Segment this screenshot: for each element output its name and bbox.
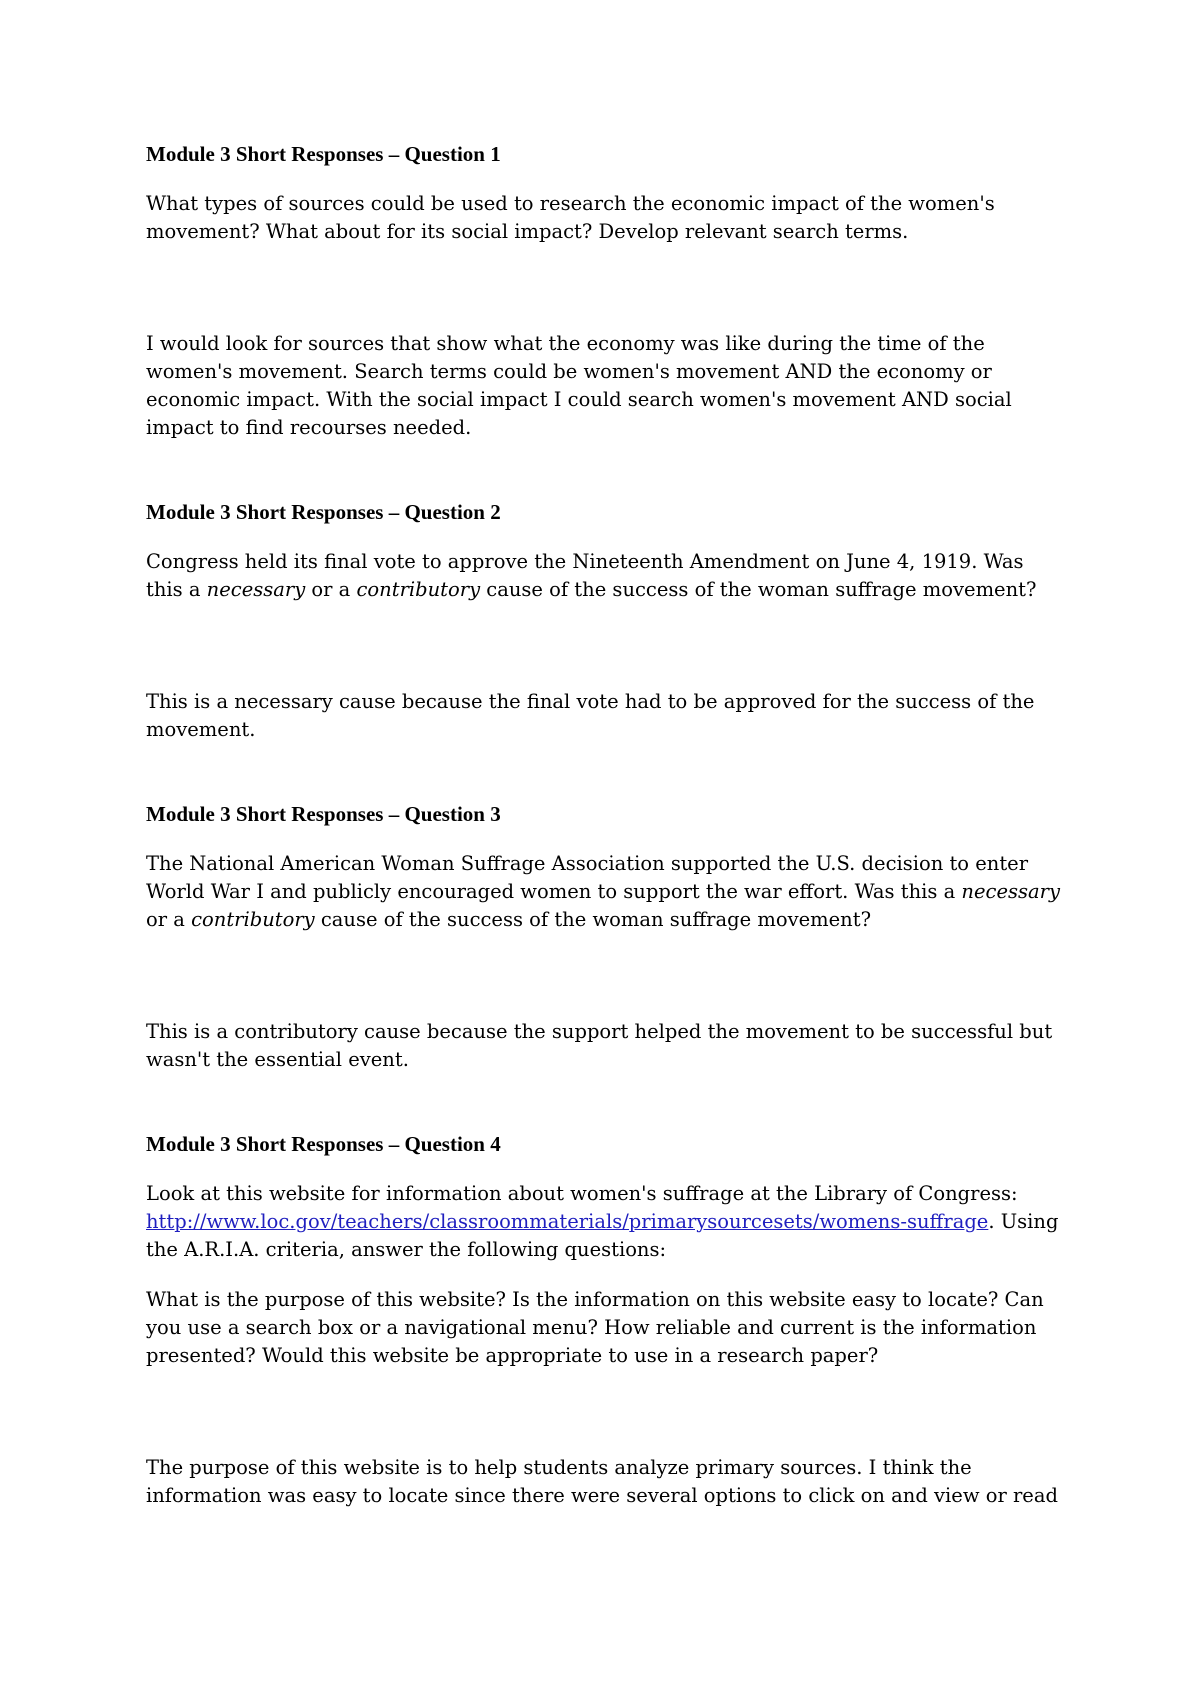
- question-4-prompt: [146, 1180, 1066, 1264]
- question-4-heading: Module 3 Short Responses – Question 4: [146, 1132, 501, 1156]
- question-1-prompt: What types of sources could be used to research the economic impact of the women's movement? What about for its social impact? Develop relevant search terms.: [146, 192, 995, 243]
- question-3-prompt-text-2: or a: [146, 908, 192, 931]
- question-2-prompt-text-3: cause of the success of the woman suffrage movement?: [480, 578, 1037, 601]
- question-3-answer: This is a contributory cause because the support helped the movement to be successful but wasn't the essential event.: [146, 1020, 1053, 1071]
- question-2-answer: This is a necessary cause because the final vote had to be approved for the success of the movement.: [146, 690, 1035, 741]
- question-4-prompt-text-2: . Using the A.R.I.A. criteria, answer the following questions:: [146, 1210, 1059, 1261]
- question-3-heading: Module 3 Short Responses – Question 3: [146, 802, 501, 826]
- question-2-prompt: [146, 548, 1066, 604]
- loc-website-link[interactable]: http://www.loc.gov/teachers/classroommaterials/primarysourcesets/womens-suffrage: [146, 1210, 989, 1233]
- question-2-heading: Module 3 Short Responses – Question 2: [146, 500, 501, 524]
- question-1-heading: Module 3 Short Responses – Question 1: [146, 142, 501, 166]
- question-3-term-necessary: necessary: [961, 880, 1060, 903]
- document-page: [146, 140, 1066, 1510]
- question-2-prompt-text-1: Congress held its final vote to approve the Nineteenth Amendment on June 4, 1919. Was this a: [146, 550, 1024, 601]
- question-3-prompt-text-1: The National American Woman Suffrage Association supported the U.S. decision to enter World War I and publicly encouraged women to support the war effort. Was this a: [146, 852, 1029, 903]
- question-1-answer: I would look for sources that show what the economy was like during the time of the women's movement. Search terms could be women's movement AND the economy or economic impact. With the social impact I could search women's movement AND social impact to find recourses needed.: [146, 332, 1012, 439]
- question-4-aria-questions: What is the purpose of this website? Is the information on this website easy to locate? Can you use a search box or a navigational menu? How reliable and current is the information presented? Would this website be appropriate to use in a research paper?: [146, 1288, 1044, 1367]
- question-4-prompt-text-1: Look at this website for information about women's suffrage at the Library of Congress:: [146, 1182, 1018, 1205]
- question-2-term-necessary: necessary: [206, 578, 306, 601]
- question-2-prompt-text-2: or a: [305, 578, 357, 601]
- question-4-answer: The purpose of this website is to help students analyze primary sources. I think the information was easy to locate since there were several options to click on and view or read: [146, 1456, 1058, 1507]
- question-3-term-contributory: contributory: [191, 908, 315, 931]
- question-3-prompt-text-3: cause of the success of the woman suffrage movement?: [314, 908, 872, 931]
- question-2-term-contributory: contributory: [356, 578, 481, 601]
- question-3-prompt: [146, 850, 1066, 934]
